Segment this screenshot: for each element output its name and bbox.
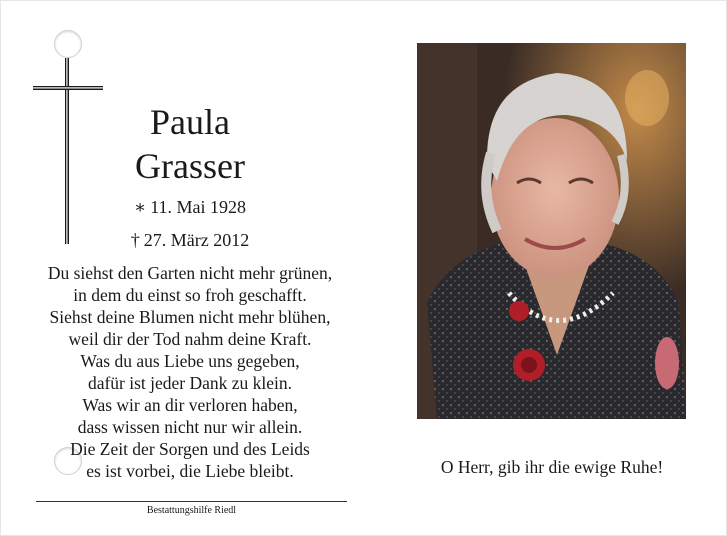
poem-line: Die Zeit der Sorgen und des Leids xyxy=(70,439,310,459)
poem-line: weil dir der Tod nahm deine Kraft. xyxy=(68,329,312,349)
poem-line: es ist vorbei, die Liebe bleibt. xyxy=(86,461,294,481)
death-date: 27. März 2012 xyxy=(143,230,250,250)
birth-date-line xyxy=(90,196,290,218)
footer-divider xyxy=(36,501,347,502)
poem-line: Was wir an dir verloren haben, xyxy=(82,395,298,415)
portrait-photo xyxy=(417,43,686,419)
punch-hole-top xyxy=(54,30,82,58)
death-date-line xyxy=(90,229,290,251)
first-name: Paula xyxy=(150,102,230,142)
death-dagger-icon: † xyxy=(130,230,140,250)
birth-date: 11. Mai 1928 xyxy=(150,197,247,217)
poem-line: Siehst deine Blumen nicht mehr blühen, xyxy=(49,307,331,327)
poem-line: dafür ist jeder Dank zu klein. xyxy=(87,373,293,393)
poem-line: dass wissen nicht nur wir allein. xyxy=(77,417,303,437)
poem-line: in dem du einst so froh geschafft. xyxy=(73,285,307,305)
memorial-poem xyxy=(20,262,360,482)
poem-line: Du siehst den Garten nicht mehr grünen, xyxy=(47,263,333,283)
last-name: Grasser xyxy=(135,146,245,186)
funeral-home-name: Bestattungshilfe Riedl xyxy=(146,505,237,516)
poem-line: Was du aus Liebe uns gegeben, xyxy=(80,351,300,371)
birth-star-icon: ∗ xyxy=(133,197,147,217)
prayer-text: O Herr, gib ihr die ewige Ruhe! xyxy=(440,457,664,477)
